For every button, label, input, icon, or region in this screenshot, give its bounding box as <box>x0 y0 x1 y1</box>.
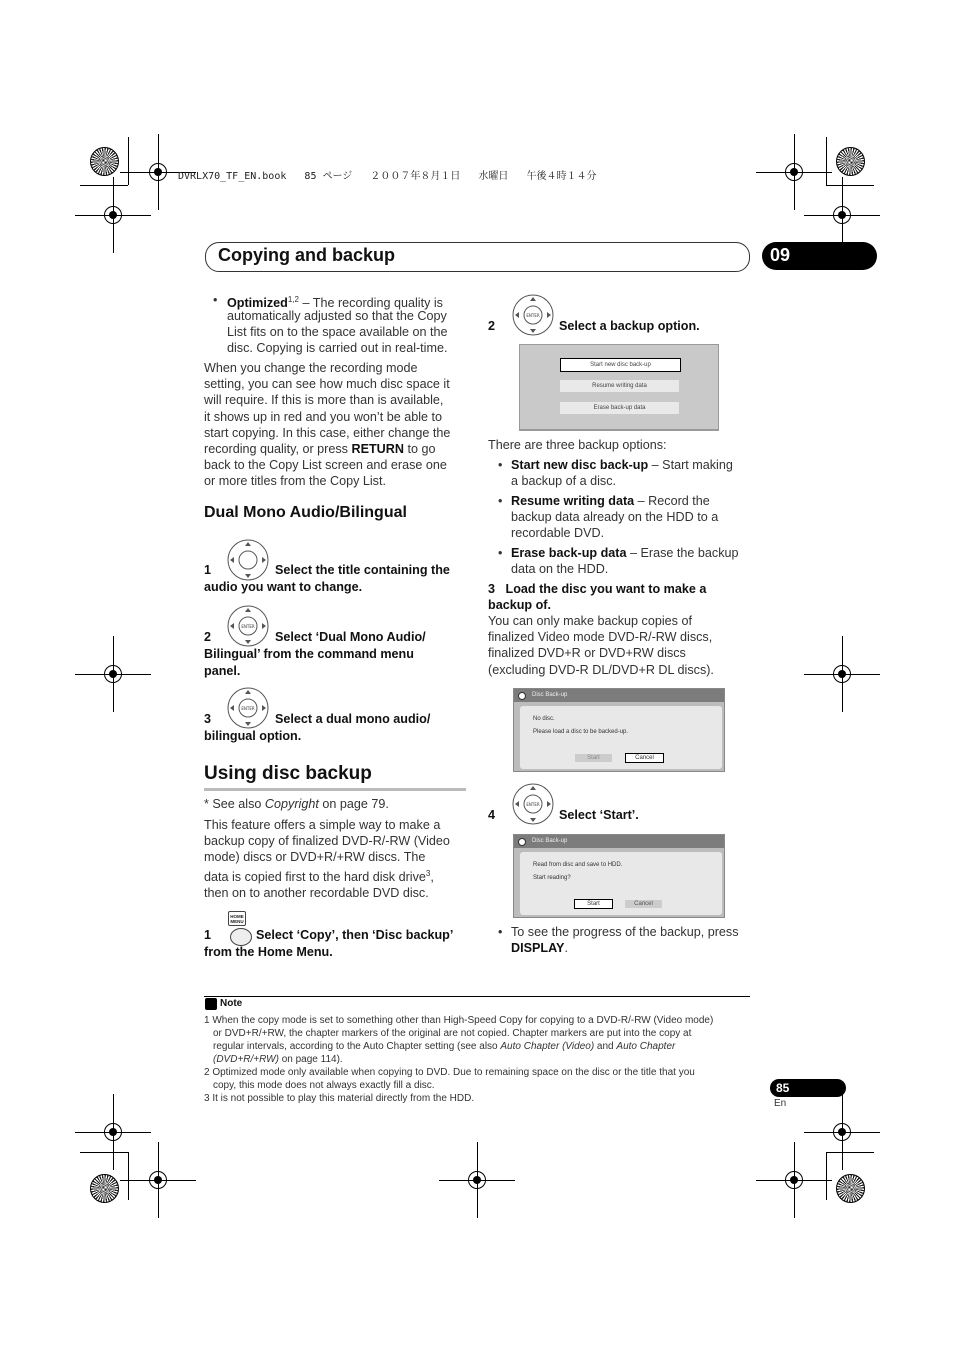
footnote-line: 2 Optimized mode only available when copying to DVD. Due to remaining space on the disc or the title that you <box>204 1067 695 1078</box>
option-text: – Erase the backup <box>626 546 739 560</box>
option-text: recordable DVD. <box>511 526 605 540</box>
option-resume-writing[interactable]: Resume writing data <box>560 380 679 392</box>
option-name: Erase back-up data <box>511 546 627 560</box>
step-text: 3 Load the disc you want to make a <box>488 582 707 596</box>
registration-wheel-bottom-left <box>90 1174 119 1203</box>
start-button-disabled[interactable]: Start <box>575 754 612 762</box>
paragraph-line: mode) discs or DVD+R/+RW discs. The <box>204 850 426 865</box>
dialog-title: Disc Back-up <box>514 835 724 848</box>
step-text: Select the title containing the <box>275 563 450 577</box>
chapter-number: 09 <box>770 245 791 265</box>
footnote-line: or DVD+R/+RW, the chapter markers of the original are not copied. Chapter markers are put into the copy at <box>213 1028 692 1039</box>
dialog-message: Read from disc and save to HDD. <box>533 862 623 868</box>
no-disc-dialog <box>513 688 725 772</box>
svg-text:ENTER: ENTER <box>241 624 255 629</box>
dialog-title: Disc Back-up <box>514 689 724 702</box>
paragraph-line: start copying. In this case, either change the <box>204 425 451 440</box>
registration-wheel-top-left <box>90 147 119 176</box>
step-text: Select ‘Start’. <box>559 808 639 822</box>
joystick-enter-icon <box>511 293 555 337</box>
option-text: backup data already on the HDD to a <box>511 510 719 524</box>
dual-step-2 <box>204 629 469 680</box>
dialog-message: No disc. <box>533 716 555 722</box>
paragraph-line: or more titles from the Copy List. <box>204 474 386 489</box>
backup-step-1 <box>204 927 474 961</box>
footnote-ref: 3 <box>425 868 431 878</box>
step-text: backup of. <box>488 598 551 612</box>
paragraph-line: finalized Video mode DVD-R/-RW discs, <box>488 630 713 645</box>
paragraph-text: to go <box>403 442 436 457</box>
step-text: Select a backup option. <box>559 319 700 333</box>
dialog-message: Please load a disc to be backed-up. <box>533 729 629 735</box>
see-also <box>204 796 389 812</box>
step-number: 3 <box>204 712 212 726</box>
page-number-badge <box>770 1079 846 1097</box>
paragraph-line: back to the Copy List screen and erase one <box>204 458 447 473</box>
step-number: 4 <box>488 808 496 822</box>
paragraph-line: This feature offers a simple way to make a <box>204 818 441 832</box>
svg-text:ENTER: ENTER <box>526 313 540 318</box>
option-name: Start new disc back-up <box>511 458 649 472</box>
crop-line <box>826 1152 827 1200</box>
registration-wheel-top-right <box>836 147 865 176</box>
return-key: RETURN <box>351 442 404 457</box>
optimized-text: disc. Copying is carried out in real-time. <box>227 341 448 355</box>
option-text: – Record the <box>634 494 710 508</box>
optimized-text: List fits on to the space available on the <box>227 325 448 339</box>
note-icon <box>205 998 217 1010</box>
paragraph-text: recording quality, or press <box>204 442 352 457</box>
disc-icon <box>518 838 526 846</box>
paragraph-line: it shows up in red and you won’t be able to <box>204 409 443 424</box>
dual-step-1 <box>204 562 469 596</box>
step-number: 1 <box>204 928 212 942</box>
step-number: 2 <box>204 630 212 644</box>
note-rule <box>204 996 750 997</box>
paragraph-line: (excluding DVD-R DL/DVD+R DL discs). <box>488 662 714 677</box>
step-text: Select ‘Dual Mono Audio/ <box>275 630 426 644</box>
note-label: Note <box>220 998 243 1009</box>
footnote-ref: 1,2 <box>287 295 299 304</box>
three-options-intro: There are three backup options: <box>488 438 667 452</box>
footnote-text: regular intervals, according to the Auto Chapter setting (see also <box>213 1041 501 1052</box>
feature-paragraph <box>204 817 469 901</box>
backup-heading: Using disc backup <box>204 763 372 784</box>
mode-paragraph <box>204 360 469 490</box>
optimized-text: – The recording quality is <box>299 296 443 311</box>
footnote-link: Auto Chapter (Video) <box>500 1041 595 1052</box>
see-also-text: * See also <box>204 797 265 811</box>
progress-text: . <box>564 941 568 955</box>
crop-line <box>826 185 874 186</box>
paragraph-text: , <box>430 869 434 884</box>
paragraph-line: finalized DVD+R or DVD+RW discs <box>488 646 686 661</box>
paragraph-text: data is copied first to the hard disk drive <box>204 869 426 884</box>
dialog-message: Start reading? <box>533 875 571 881</box>
step-text: from the Home Menu. <box>204 945 333 959</box>
step-number: 2 <box>488 319 496 333</box>
backup-step-3 <box>488 581 706 613</box>
option-name: Resume writing data <box>511 494 635 508</box>
paragraph-line: setting, you can see how much disc space it <box>204 377 450 392</box>
dual-step-3 <box>204 711 469 745</box>
section-title: Copying and backup <box>218 245 396 265</box>
footnotes <box>204 1014 754 1105</box>
svg-text:ENTER: ENTER <box>241 706 255 711</box>
step-text: Select ‘Copy’, then ‘Disc backup’ <box>256 928 454 942</box>
registration-wheel-bottom-right <box>836 1174 865 1203</box>
screen-underline <box>519 430 719 431</box>
cancel-button[interactable]: Cancel <box>625 900 662 908</box>
optimized-label: Optimized <box>227 296 288 311</box>
footnote-text: and <box>594 1041 617 1052</box>
step-text: bilingual option. <box>204 729 302 743</box>
option-text: data on the HDD. <box>511 562 609 576</box>
paragraph-line: then on to another recordable DVD disc. <box>204 886 429 900</box>
display-key: DISPLAY <box>511 941 565 955</box>
section-title-bar <box>205 242 750 272</box>
crop-line <box>128 137 129 185</box>
paragraph-line: backup copy of finalized DVD-R/-RW (Video <box>204 834 450 849</box>
start-reading-dialog <box>513 834 725 918</box>
option-text: – Start making <box>648 458 733 472</box>
footnote-link: (DVD+R/+RW) <box>213 1054 279 1065</box>
step3-paragraph <box>488 613 714 678</box>
optimized-text: automatically adjusted so that the Copy <box>227 309 447 323</box>
step-text: audio you want to change. <box>204 580 363 594</box>
joystick-enter-icon <box>511 782 555 826</box>
file-header: DVRLX70_TF_EN.book 85 ページ ２００７年８月１日 水曜日 午後４時１４分 <box>178 171 597 182</box>
step-text: Bilingual’ from the command menu <box>204 647 414 661</box>
chapter-badge <box>762 242 877 270</box>
footnote-line: 3 It is not possible to play this material directly from the HDD. <box>204 1093 475 1104</box>
option-start-new[interactable]: Start new disc back-up <box>560 358 681 372</box>
home-menu-label: HOME MENU <box>230 914 244 924</box>
option-text: a backup of a disc. <box>511 474 617 488</box>
crop-line <box>80 185 128 186</box>
option-erase-data[interactable]: Erase back-up data <box>560 402 679 414</box>
paragraph-line: will require. If this is more than is available, <box>204 393 444 408</box>
dialog-body <box>520 706 722 769</box>
footnote-text: on page 114). <box>278 1054 343 1065</box>
svg-text:ENTER: ENTER <box>526 802 540 807</box>
language-label: En <box>774 1098 787 1109</box>
see-also-text: on page 79. <box>318 797 389 811</box>
dialog-body <box>520 852 722 915</box>
footnote-line: copy, this mode does not always exactly fill a disc. <box>213 1080 435 1091</box>
backup-step-4 <box>488 807 639 824</box>
disc-icon <box>518 692 526 700</box>
heading-rule <box>204 788 466 791</box>
paragraph-line: When you change the recording mode <box>204 361 418 375</box>
crop-line <box>128 1152 129 1200</box>
start-button[interactable]: Start <box>574 899 613 909</box>
step-text: Select a dual mono audio/ <box>275 712 431 726</box>
footnote-link: Auto Chapter <box>616 1041 676 1052</box>
page-number: 85 <box>776 1081 790 1095</box>
paragraph-line: You can only make backup copies of <box>488 614 692 628</box>
step-text: panel. <box>204 664 241 678</box>
backup-step-2 <box>488 318 700 335</box>
footnote-line: 1 When the copy mode is set to something other than High-Speed Copy for copying to a DVD-R/-RW (Video mode) <box>204 1015 714 1026</box>
progress-text: To see the progress of the backup, press <box>511 925 739 939</box>
copyright-link: Copyright <box>264 797 319 811</box>
step-number: 1 <box>204 563 212 577</box>
crop-line <box>80 1152 128 1153</box>
dual-mono-heading: Dual Mono Audio/Bilingual <box>204 504 407 521</box>
backup-option-screen <box>519 344 719 430</box>
cancel-button[interactable]: Cancel <box>625 753 664 763</box>
home-menu-button-icon <box>228 911 246 926</box>
crop-line <box>826 1152 874 1153</box>
crop-line <box>826 137 827 185</box>
